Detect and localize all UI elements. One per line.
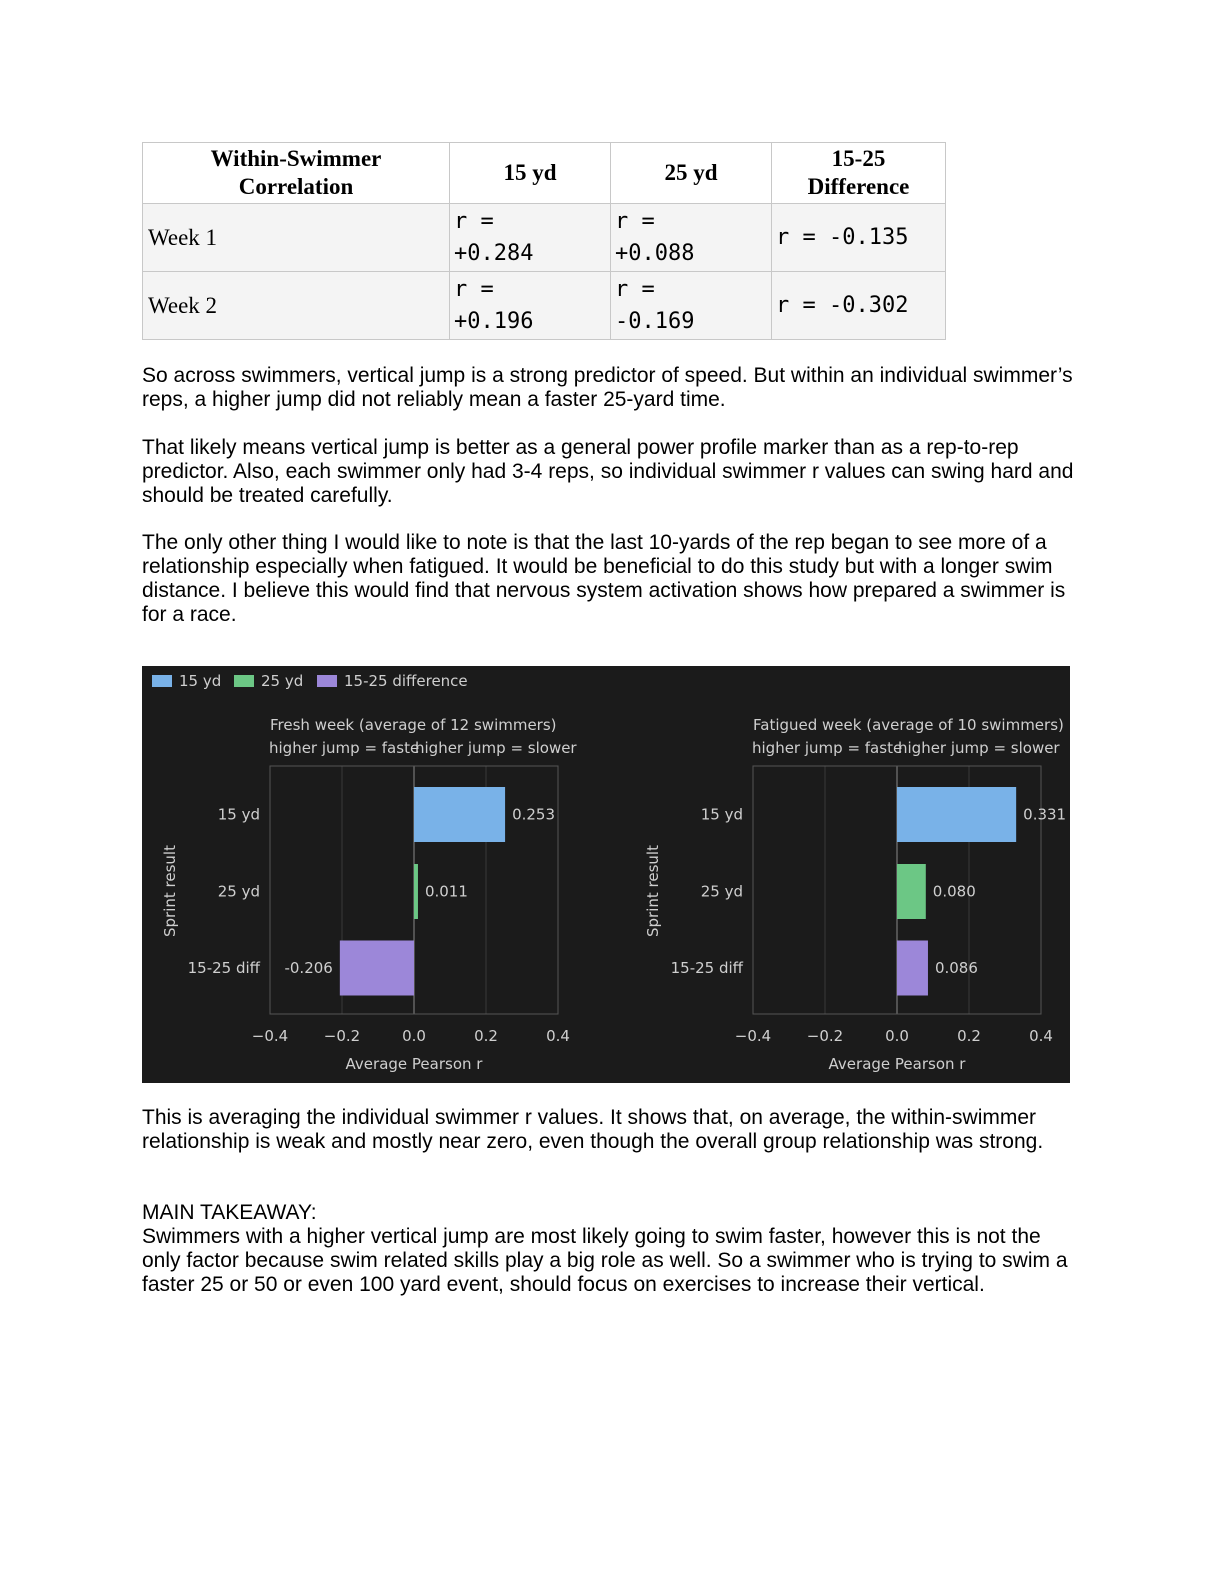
y-tick-label: 15 yd bbox=[700, 805, 743, 824]
data-label: -0.206 bbox=[284, 959, 333, 977]
x-tick-label: 0.2 bbox=[474, 1027, 498, 1045]
y-tick-label: 25 yd bbox=[217, 882, 260, 901]
chart-subtitle-left: higher jump = faste bbox=[269, 739, 420, 757]
takeaway-title: MAIN TAKEAWAY: bbox=[142, 1201, 317, 1224]
header-cell bbox=[772, 143, 946, 204]
paragraph-across-swimmers: So across swimmers, vertical jump is a strong predictor of speed. But within an individual swimmer’s reps, a higher jump did not reliably mean a faster 25-yard time. bbox=[142, 364, 1073, 411]
header-label: 25 yd bbox=[664, 160, 718, 185]
header-label: 15-25 Difference bbox=[807, 146, 910, 199]
y-tick-label: 25 yd bbox=[700, 882, 743, 901]
chart-subtitle-right: higher jump = slower bbox=[415, 739, 577, 757]
table-header-row bbox=[143, 143, 946, 204]
chart-panel bbox=[142, 666, 1070, 1083]
bar bbox=[897, 941, 928, 996]
x-tick-label: −0.4 bbox=[734, 1027, 772, 1045]
table-row bbox=[143, 204, 946, 272]
y-tick-label: 15 yd bbox=[217, 805, 260, 824]
correlation-table-container bbox=[142, 142, 946, 340]
table-cell: r = -0.135 bbox=[772, 204, 946, 272]
header-cell bbox=[450, 143, 611, 204]
legend-swatch-15yd bbox=[152, 675, 172, 687]
x-tick-label: −0.2 bbox=[806, 1027, 844, 1045]
plot-area bbox=[188, 766, 570, 1045]
bar bbox=[897, 787, 1016, 842]
chart-fatigued-week bbox=[644, 716, 1066, 1073]
y-axis-label: Sprint result bbox=[161, 845, 179, 937]
chart-fresh-week bbox=[161, 716, 577, 1073]
chart-title: Fatigued week (average of 10 swimmers) bbox=[753, 716, 1064, 734]
bar bbox=[340, 941, 414, 996]
row-label: Week 2 bbox=[143, 272, 450, 340]
plot-area bbox=[671, 766, 1067, 1045]
header-label: Within-Swimmer Correlation bbox=[210, 146, 382, 199]
chart-subtitle-right: higher jump = slower bbox=[898, 739, 1060, 757]
table-cell: r = +0.088 bbox=[611, 204, 772, 272]
x-tick-label: 0.0 bbox=[885, 1027, 909, 1045]
x-axis-label: Average Pearson r bbox=[828, 1055, 966, 1073]
data-label: 0.331 bbox=[1023, 805, 1067, 824]
legend bbox=[152, 672, 468, 690]
x-tick-label: −0.2 bbox=[323, 1027, 361, 1045]
chart-title: Fresh week (average of 12 swimmers) bbox=[270, 716, 557, 734]
row-label: Week 1 bbox=[143, 204, 450, 272]
legend-label-15yd: 15 yd bbox=[179, 672, 222, 690]
y-tick-label: 15-25 diff bbox=[187, 959, 260, 977]
header-label: 15 yd bbox=[503, 160, 557, 185]
chart-subtitle-left: higher jump = faste bbox=[752, 739, 903, 757]
x-tick-label: 0.2 bbox=[957, 1027, 981, 1045]
table-cell: r = -0.302 bbox=[772, 272, 946, 340]
x-tick-label: 0.4 bbox=[1029, 1027, 1053, 1045]
data-label: 0.253 bbox=[512, 805, 556, 824]
data-label: 0.086 bbox=[934, 959, 978, 977]
correlation-table bbox=[142, 142, 946, 340]
data-label: 0.080 bbox=[932, 882, 976, 901]
bar-charts bbox=[142, 666, 1070, 1083]
paragraph-last-ten-yards: The only other thing I would like to note is that the last 10-yards of the rep began to see more of a relationship especially when fatigued. It would be beneficial to do this study but with a longer swim distance. I believe this would find that nervous system activation shows how prepared a swimmer is for a race. bbox=[142, 531, 1066, 626]
legend-swatch-diff bbox=[317, 675, 337, 687]
legend-label-25yd: 25 yd bbox=[261, 672, 304, 690]
x-axis-label: Average Pearson r bbox=[345, 1055, 483, 1073]
data-label: 0.011 bbox=[424, 882, 468, 901]
x-tick-label: 0.4 bbox=[546, 1027, 570, 1045]
paragraph-averaging: This is averaging the individual swimmer r values. It shows that, on average, the within-swimmer relationship is weak and mostly near zero, even though the overall group relationship was strong. bbox=[142, 1106, 1044, 1153]
bar bbox=[414, 864, 418, 919]
y-tick-label: 15-25 diff bbox=[670, 959, 743, 977]
x-tick-label: −0.4 bbox=[251, 1027, 289, 1045]
legend-swatch-25yd bbox=[234, 675, 254, 687]
y-axis-label: Sprint result bbox=[644, 845, 662, 937]
table-cell: r = +0.196 bbox=[450, 272, 611, 340]
table-cell: r = +0.284 bbox=[450, 204, 611, 272]
takeaway-paragraph: Swimmers with a higher vertical jump are most likely going to swim faster, however this is not the only factor because swim related skills play a big role as well. So a swimmer who is trying to swim a faster 25 or 50 or even 100 yard event, should focus on exercises to increase their vertical. bbox=[142, 1225, 1068, 1296]
table-row bbox=[143, 272, 946, 340]
paragraph-power-profile: That likely means vertical jump is better as a general power profile marker than as a rep-to-rep predictor. Also, each swimmer only had 3-4 reps, so individual swimmer r values can swing hard and should be treated carefully. bbox=[142, 436, 1074, 507]
bar bbox=[897, 864, 926, 919]
table-cell: r = -0.169 bbox=[611, 272, 772, 340]
bar bbox=[414, 787, 505, 842]
x-tick-label: 0.0 bbox=[402, 1027, 426, 1045]
legend-label-diff: 15-25 difference bbox=[344, 672, 468, 690]
header-cell bbox=[611, 143, 772, 204]
header-cell bbox=[143, 143, 450, 204]
